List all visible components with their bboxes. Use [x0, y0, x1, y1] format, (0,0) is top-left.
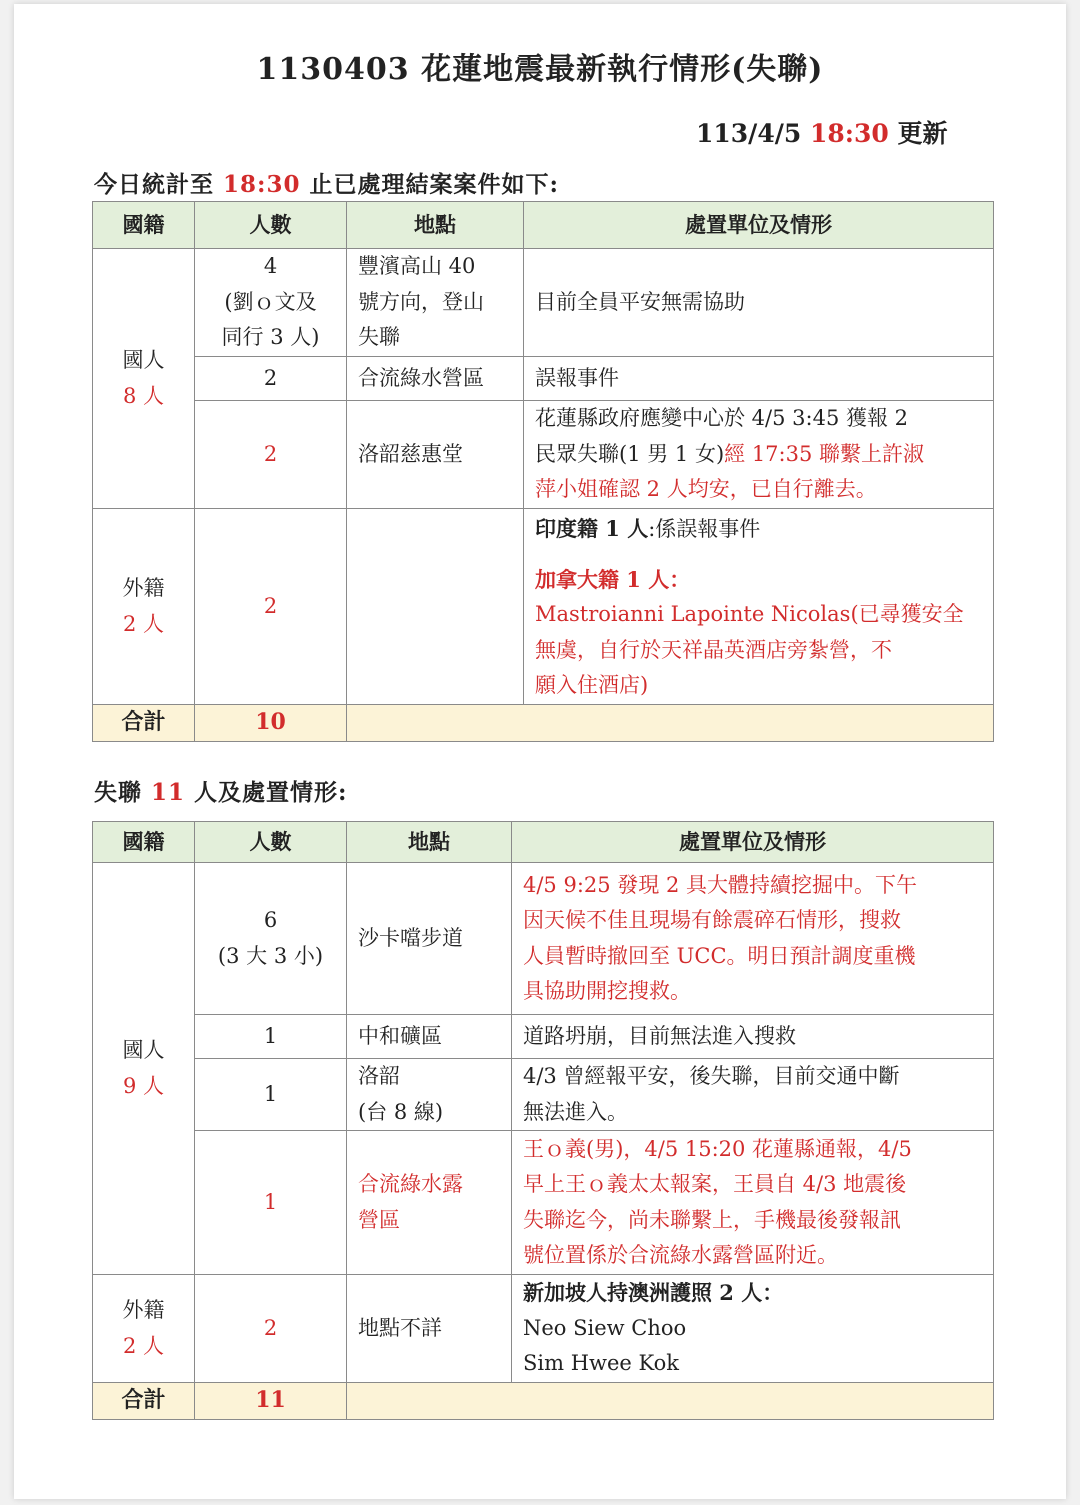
- status-cell: 目前全員平安無需協助: [524, 249, 994, 357]
- table-row: [93, 357, 994, 401]
- status-cell: 新加坡人持澳洲護照 2 人： Neo Siew Choo Sim Hwee Kok: [512, 1275, 994, 1383]
- location-cell: 中和礦區: [347, 1015, 512, 1059]
- total-label: 合計: [93, 1383, 195, 1420]
- status-cell: 道路坍崩，目前無法進入搜救: [512, 1015, 994, 1059]
- table-row: [93, 1275, 994, 1383]
- total-label: 合計: [93, 705, 195, 742]
- page-title: 1130403 花蓮地震最新執行情形(失聯): [256, 52, 824, 87]
- count-cell: 1: [195, 1059, 347, 1131]
- count-cell: 2: [195, 401, 347, 509]
- header-location: 地點: [347, 822, 512, 863]
- update-timestamp: 113/4/5 18:30 更新: [696, 119, 948, 148]
- nationality-cell: 國人 8 人: [93, 249, 195, 509]
- status-cell: 王ｏ義(男)，4/5 15:20 花蓮縣通報，4/5 早上王ｏ義太太報案，王員自 4/3 地震後 失聯迄今，尚未聯繫上，手機最後發報訊 號位置係於合流綠水露營區附近。: [512, 1131, 994, 1275]
- update-time: 18:30: [809, 119, 889, 148]
- status-cell: 印度籍 1 人:係誤報事件 加拿大籍 1 人： Mastroianni Lapointe Nicolas(已尋獲安全 無虞，自行於天祥晶英酒店旁紮營，不 願入住酒店): [524, 509, 994, 705]
- status-cell: 4/5 9:25 發現 2 具大體持續挖掘中。下午 因天候不佳且現場有餘震碎石情形，搜救 人員暫時撤回至 UCC。明日預計調度重機 具協助開挖搜救。: [512, 863, 994, 1015]
- location-cell: 洛韶 (台 8 線): [347, 1059, 512, 1131]
- header-status: 處置單位及情形: [512, 822, 994, 863]
- table-row: [93, 509, 994, 705]
- header-status: 處置單位及情形: [524, 202, 994, 249]
- table-header-row: [93, 822, 994, 863]
- location-cell: 地點不詳: [347, 1275, 512, 1383]
- section-heading-resolved: 今日統計至 18:30 止已處理結案案件如下:: [94, 171, 560, 198]
- status-cell: 誤報事件: [524, 357, 994, 401]
- count-cell: 6 (3 大 3 小): [195, 863, 347, 1015]
- table-row: [93, 249, 994, 357]
- count-cell: 4 (劉ｏ文及 同行 3 人): [195, 249, 347, 357]
- status-cell: 4/3 曾經報平安，後失聯，目前交通中斷 無法進入。: [512, 1059, 994, 1131]
- nationality-cell: 外籍 2 人: [93, 509, 195, 705]
- location-cell: 豐濱高山 40 號方向，登山 失聯: [347, 249, 524, 357]
- table-row: [93, 863, 994, 1015]
- header-count: 人數: [195, 822, 347, 863]
- location-cell: [347, 509, 524, 705]
- total-row: [93, 1383, 994, 1420]
- header-count: 人數: [195, 202, 347, 249]
- total-value: 10: [195, 705, 347, 742]
- missing-persons-table: [92, 821, 994, 1420]
- header-nationality: 國籍: [93, 822, 195, 863]
- table-row: [93, 1015, 994, 1059]
- total-value: 11: [195, 1383, 347, 1420]
- resolved-cases-table: [92, 201, 994, 742]
- location-cell: 合流綠水營區: [347, 357, 524, 401]
- status-cell: 花蓮縣政府應變中心於 4/5 3:45 獲報 2 民眾失聯(1 男 1 女)經 17:35 聯繫上許淑 萍小姐確認 2 人均安，已自行離去。: [524, 401, 994, 509]
- location-cell: 洛韶慈惠堂: [347, 401, 524, 509]
- section-heading-missing: 失聯 11 人及處置情形:: [94, 779, 348, 806]
- table-row: [93, 1059, 994, 1131]
- nationality-cell: 國人 9 人: [93, 863, 195, 1275]
- header-location: 地點: [347, 202, 524, 249]
- location-cell: 合流綠水露 營區: [347, 1131, 512, 1275]
- header-nationality: 國籍: [93, 202, 195, 249]
- location-cell: 沙卡噹步道: [347, 863, 512, 1015]
- count-cell: 2: [195, 357, 347, 401]
- count-cell: 2: [195, 509, 347, 705]
- table-row: [93, 401, 994, 509]
- total-row: [93, 705, 994, 742]
- count-cell: 1: [195, 1131, 347, 1275]
- table-row: [93, 1131, 994, 1275]
- table-header-row: [93, 202, 994, 249]
- nationality-cell: 外籍 2 人: [93, 1275, 195, 1383]
- count-cell: 1: [195, 1015, 347, 1059]
- count-cell: 2: [195, 1275, 347, 1383]
